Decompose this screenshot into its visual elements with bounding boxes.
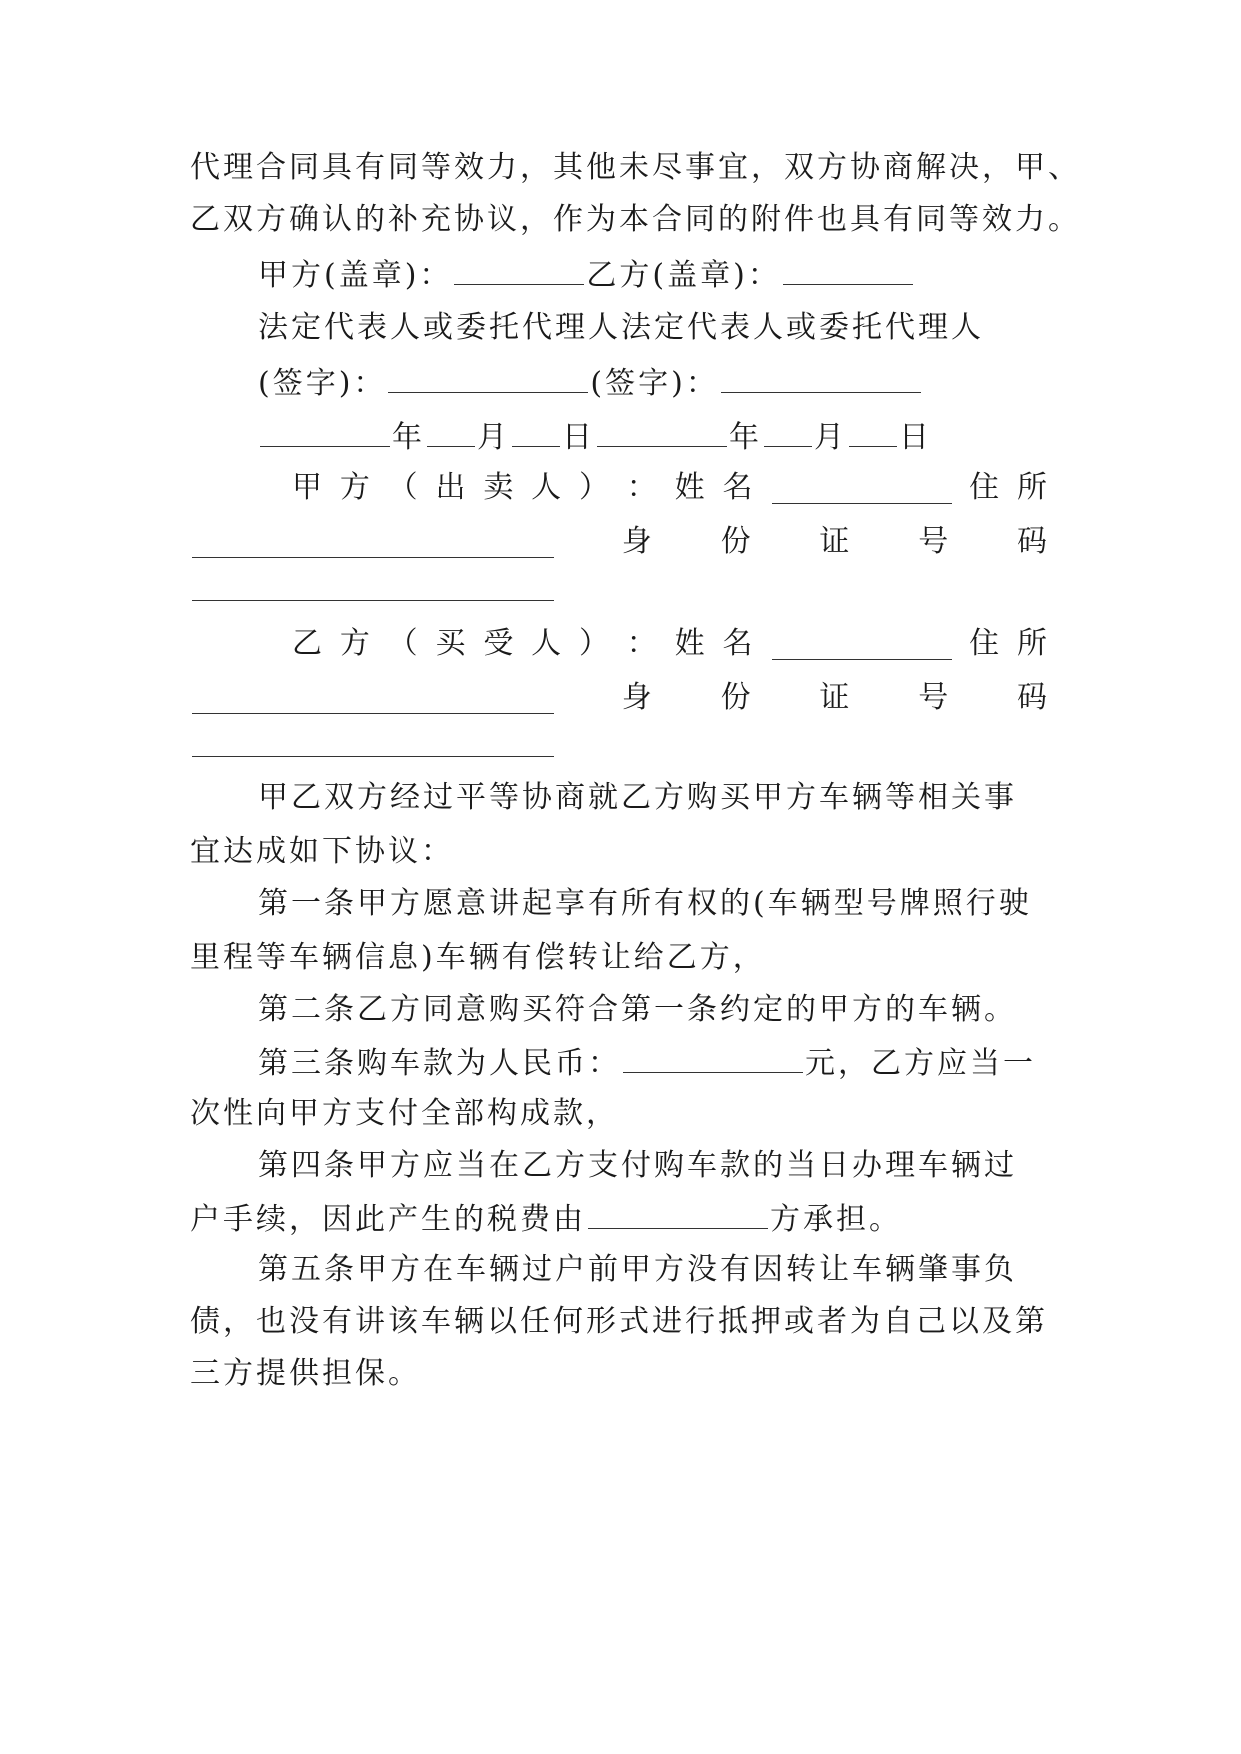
seller-line <box>292 468 1050 508</box>
label-char: 卖 <box>483 470 517 505</box>
party-a-seal-blank <box>454 254 584 285</box>
day-label: 日 <box>562 420 595 455</box>
label-char: 身 <box>621 524 655 559</box>
article-3-text: 第三条购车款为人民币： <box>258 1046 621 1081</box>
year-blank <box>260 416 390 447</box>
month-blank <box>427 416 475 447</box>
label-char: ： <box>626 470 660 505</box>
label-char: 乙 <box>292 626 325 661</box>
article-3-text: 元，乙方应当一 <box>805 1046 1036 1081</box>
label-char: 证 <box>819 524 853 559</box>
year-label: 年 <box>392 420 425 455</box>
party-b-sign-blank <box>721 362 921 393</box>
article-4-text: 户手续，因此产生的税费由 <box>190 1202 586 1237</box>
buyer-address-blank <box>192 683 554 714</box>
year-label: 年 <box>729 420 762 455</box>
paragraph-line: 宜达成如下协议： <box>190 834 454 869</box>
article-4-text: 方承担。 <box>770 1202 902 1237</box>
buyer-id-line <box>190 678 1050 718</box>
date-line <box>258 416 1118 458</box>
party-a-seal-label: 甲方(盖章)： <box>258 258 453 293</box>
label-char: 所 <box>1016 470 1050 505</box>
representative-line: 法定代表人或委托代理人法定代表人或委托代理人 <box>258 310 984 345</box>
label-char: ） <box>578 626 612 661</box>
label-char: 证 <box>819 680 853 715</box>
paragraph-line: 乙双方确认的补充协议，作为本合同的附件也具有同等效力。 <box>190 202 1081 237</box>
label-char: 方 <box>339 470 373 505</box>
month-label: 月 <box>477 420 510 455</box>
party-a-sign-blank <box>388 362 588 393</box>
label-char: ） <box>578 470 612 505</box>
article-4-line: 第四条甲方应当在乙方支付购车款的当日办理车辆过 <box>258 1148 1017 1183</box>
buyer-line <box>292 624 1050 664</box>
label-char: 住 <box>969 626 1003 661</box>
label-char: 号 <box>918 680 952 715</box>
label-char: 名 <box>722 626 756 661</box>
label-char: 码 <box>1016 680 1050 715</box>
article-3-line: 次性向甲方支付全部构成款， <box>190 1096 619 1131</box>
seller-id-blank-line <box>190 570 1050 612</box>
label-char: 份 <box>720 680 754 715</box>
seller-id-line <box>190 522 1050 562</box>
article-4-line <box>190 1198 1050 1240</box>
article-5-line: 三方提供担保。 <box>190 1356 421 1391</box>
label-char: 码 <box>1016 524 1050 559</box>
day-label: 日 <box>899 420 932 455</box>
label-char: 出 <box>435 470 469 505</box>
party-b-seal-label: 乙方(盖章)： <box>586 258 781 293</box>
label-char: 份 <box>720 524 754 559</box>
label-char: 姓 <box>674 470 708 505</box>
label-char: 住 <box>969 470 1003 505</box>
label-char: （ <box>387 626 421 661</box>
signature-line <box>258 362 1118 404</box>
price-blank <box>623 1042 803 1073</box>
party-a-sign-label: (签字)： <box>258 366 387 401</box>
label-char: 甲 <box>292 470 325 505</box>
seller-address-blank <box>192 527 554 558</box>
article-1-line: 第一条甲方愿意讲起享有所有权的(车辆型号牌照行驶 <box>258 886 1032 921</box>
year-blank <box>597 416 727 447</box>
day-blank <box>849 416 897 447</box>
article-2-line: 第二条乙方同意购买符合第一条约定的甲方的车辆。 <box>258 992 1017 1027</box>
label-char: 所 <box>1016 626 1050 661</box>
article-3-line <box>258 1042 1118 1084</box>
buyer-id-blank <box>192 726 554 757</box>
article-5-line: 债，也没有讲该车辆以任何形式进行抵押或者为自己以及第 <box>190 1304 1048 1339</box>
label-char: 号 <box>918 524 952 559</box>
paragraph-line: 甲乙双方经过平等协商就乙方购买甲方车辆等相关事 <box>258 780 1017 815</box>
seller-name-blank <box>772 473 952 504</box>
seal-line <box>258 254 1118 296</box>
label-char: 身 <box>621 680 655 715</box>
label-char: 人 <box>531 470 565 505</box>
day-blank <box>512 416 560 447</box>
party-b-seal-blank <box>783 254 913 285</box>
paragraph-line: 代理合同具有同等效力，其他未尽事宜，双方协商解决，甲、 <box>190 150 1081 185</box>
label-char: （ <box>387 470 421 505</box>
label-char: 名 <box>722 470 756 505</box>
article-5-line: 第五条甲方在车辆过户前甲方没有因转让车辆肇事负 <box>258 1252 1017 1287</box>
month-blank <box>764 416 812 447</box>
seller-id-blank <box>192 570 554 601</box>
label-char: 人 <box>531 626 565 661</box>
label-char: 姓 <box>674 626 708 661</box>
tax-party-blank <box>588 1198 768 1229</box>
buyer-name-blank <box>772 629 952 660</box>
party-b-sign-label: (签字)： <box>590 366 719 401</box>
label-char: 受 <box>483 626 517 661</box>
label-char: 买 <box>435 626 469 661</box>
month-label: 月 <box>814 420 847 455</box>
article-1-line: 里程等车辆信息)车辆有偿转让给乙方， <box>190 940 766 975</box>
buyer-id-blank-line <box>190 726 1050 768</box>
label-char: 方 <box>339 626 373 661</box>
label-char: ： <box>626 626 660 661</box>
